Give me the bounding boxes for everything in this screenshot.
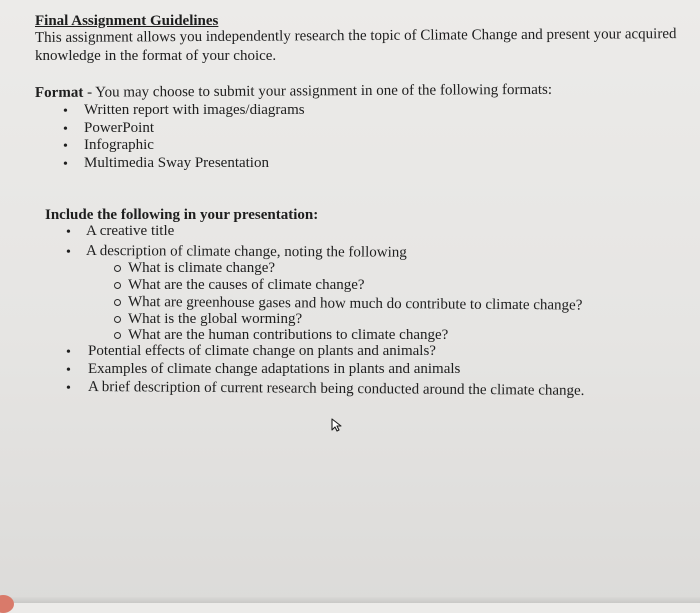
circle-bullet-icon (114, 316, 121, 323)
sub-item: What are the human contributions to climate change? (128, 327, 449, 343)
bullet-icon: • (66, 225, 71, 240)
bullet-icon: • (66, 381, 71, 396)
circle-bullet-icon (114, 299, 121, 306)
screen-bottom-edge (0, 597, 700, 603)
document-title: Final Assignment Guidelines (35, 13, 219, 29)
bullet-icon: • (63, 139, 68, 154)
include-item: Examples of climate change adaptations in plants and animals (88, 361, 461, 377)
include-item: A creative title (86, 223, 175, 239)
circle-bullet-icon (114, 332, 121, 339)
mouse-pointer-icon (330, 418, 344, 432)
include-item: Potential effects of climate change on plants and animals? (88, 343, 436, 359)
include-heading: Include the following in your presentation: (45, 207, 319, 223)
intro-text-line-2: knowledge in the format of your choice. (35, 48, 277, 64)
format-item: Infographic (84, 137, 154, 153)
format-paragraph (35, 81, 552, 102)
include-item: A brief description of current research being conducted around the climate change. (87, 379, 585, 399)
bullet-icon: • (66, 245, 71, 260)
bullet-icon: • (63, 157, 68, 172)
format-item: Multimedia Sway Presentation (84, 155, 269, 171)
bullet-icon: • (66, 363, 71, 378)
circle-bullet-icon (114, 265, 121, 272)
circle-bullet-icon (114, 282, 121, 289)
bullet-icon: • (63, 104, 68, 119)
format-item: Written report with images/diagrams (84, 102, 305, 118)
sub-item: What are greenhouse gases and how much do contribute to climate change? (127, 294, 583, 314)
sub-item: What is climate change? (128, 260, 276, 276)
format-text: - You may choose to submit your assignment in one of the following formats: (83, 81, 553, 101)
format-label: Format (34, 84, 84, 101)
include-item: A description of climate change, noting the following (85, 243, 407, 261)
sub-item: What are the causes of climate change? (128, 277, 365, 293)
format-item: PowerPoint (84, 120, 155, 136)
bullet-icon: • (66, 345, 71, 360)
intro-text-line-1: This assignment allows you independently research the topic of Climate Change and present your acquired (34, 26, 677, 46)
bullet-icon: • (63, 122, 68, 137)
sub-item: What is the global worming? (128, 311, 303, 327)
